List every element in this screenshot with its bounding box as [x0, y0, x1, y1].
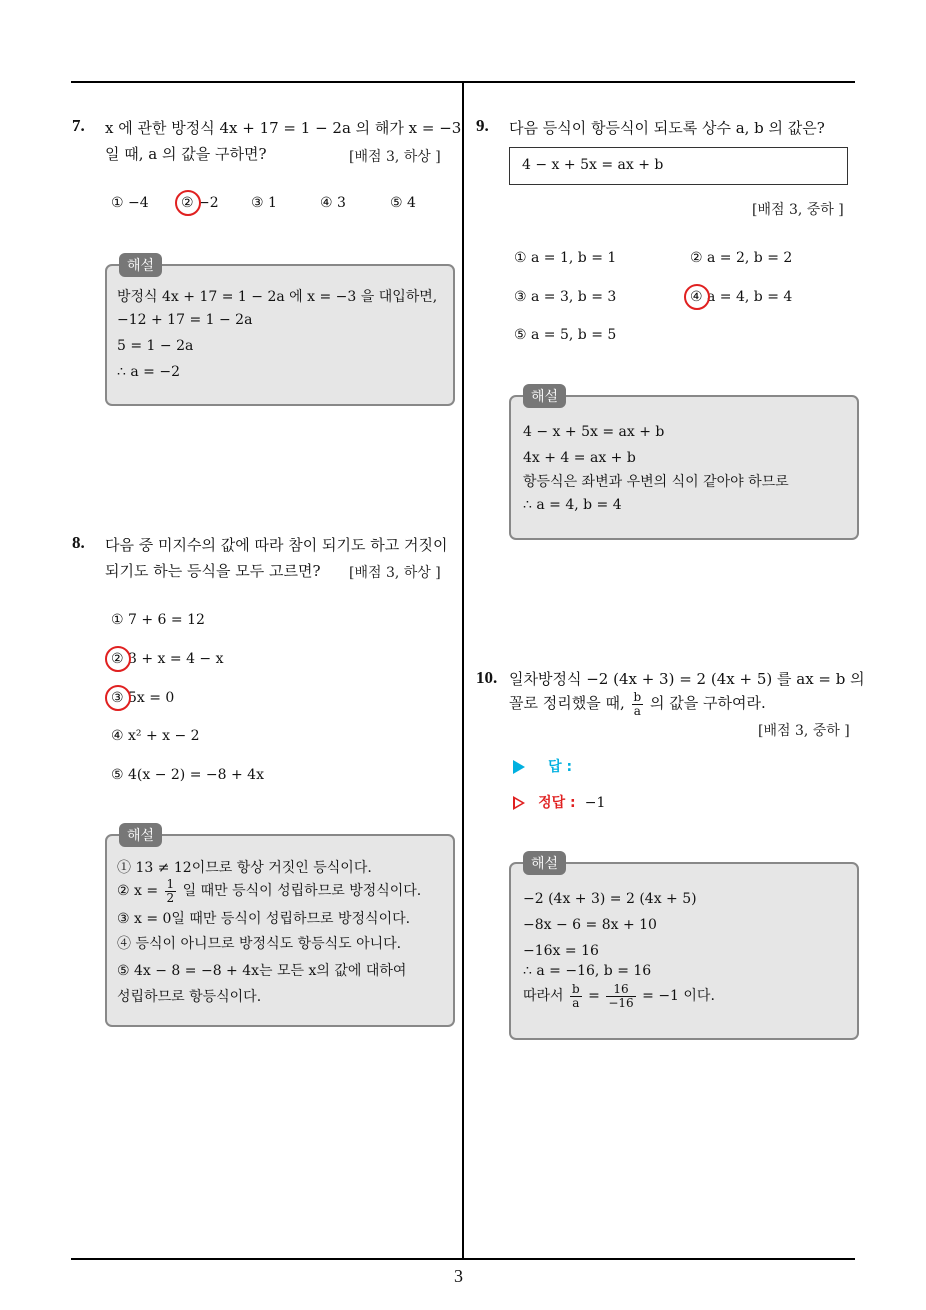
solution-line: ③ x = 0일 때만 등식이 성립하므로 방정식이다.: [117, 911, 411, 927]
solution-text: = −1 이다.: [642, 988, 715, 1004]
solution-line: ∴ a = −16, b = 16: [523, 963, 652, 979]
question-number: 9.: [476, 116, 489, 135]
equation-text: 4 − x + 5x = ax + b: [522, 157, 664, 173]
solution-box: [509, 395, 859, 540]
question-number: 10.: [476, 668, 498, 687]
choice-3[interactable]: ③ a = 3, b = 3: [514, 289, 617, 305]
choice-5[interactable]: ⑤ 4: [390, 195, 416, 211]
question-text-line: [509, 688, 766, 718]
question-text-line: x 에 관한 방정식 4x + 17 = 1 − 2a 의 해가 x = −3: [105, 119, 462, 137]
correct-answer-value: −1: [584, 795, 606, 811]
solution-label: 해설: [523, 384, 566, 408]
score-level: [배점 3, 중하 ]: [752, 202, 844, 218]
fraction: $\frac{1}{2}$: [166, 876, 175, 905]
solution-line: 항등식은 좌변과 우변의 식이 같아야 하므로: [523, 474, 789, 490]
choice-4[interactable]: ④ 3: [320, 195, 346, 211]
solution-line: 성립하므로 항등식이다.: [117, 989, 262, 1005]
solution-line: ∴ a = 4, b = 4: [523, 497, 622, 513]
column-divider: [462, 82, 464, 1259]
answer-circle-mark: [105, 685, 131, 711]
fraction: $\frac{b}{a}$: [633, 689, 642, 718]
score-level: [배점 3, 하상 ]: [349, 149, 441, 165]
choice-1[interactable]: ① −4: [111, 195, 149, 211]
score-level: [배점 3, 중하 ]: [758, 723, 850, 739]
choice-2[interactable]: ② −2: [181, 195, 219, 211]
question-text: 의 값을 구하여라.: [650, 694, 766, 712]
solution-label: 해설: [523, 851, 566, 875]
choice-3[interactable]: ③ 5x = 0: [111, 690, 175, 706]
choice-4[interactable]: ④ a = 4, b = 4: [690, 289, 793, 305]
solution-line: [523, 978, 715, 1014]
solution-line: −2 (4x + 3) = 2 (4x + 5): [523, 891, 697, 907]
solution-line: 4x + 4 = ax + b: [523, 450, 636, 466]
solution-label: 해설: [119, 253, 162, 277]
question-text-line: 일차방정식 −2 (4x + 3) = 2 (4x + 5) 를 ax = b 의: [509, 670, 865, 688]
question-text-line: 일 때, a 의 값을 구하면?: [105, 145, 267, 163]
score-level: [배점 3, 하상 ]: [349, 565, 441, 581]
choice-2[interactable]: ② a = 2, b = 2: [690, 250, 793, 266]
correct-answer-label: 정답 :: [538, 795, 576, 811]
choice-5[interactable]: ⑤ 4(x − 2) = −8 + 4x: [111, 767, 264, 783]
solution-line: [117, 876, 421, 906]
solution-line: −16x = 16: [523, 943, 599, 959]
choice-4[interactable]: ④ x² + x − 2: [111, 728, 200, 744]
solution-line: 방정식 4x + 17 = 1 − 2a 에 x = −3 을 대입하면,: [117, 289, 438, 305]
question-number: 8.: [72, 533, 85, 552]
question-number: 7.: [72, 116, 85, 135]
answer-circle-mark: [175, 190, 201, 216]
solution-line: −8x − 6 = 8x + 10: [523, 917, 657, 933]
solution-text: 일 때만 등식이 성립하므로 방정식이다.: [182, 883, 422, 899]
answer-label[interactable]: 답 :: [548, 759, 573, 775]
solution-text: =: [588, 988, 600, 1004]
question-text-line: 되기도 하는 등식을 모두 고르면?: [105, 562, 321, 580]
correct-answer-row: [513, 792, 605, 812]
solution-line: ∴ a = −2: [117, 364, 180, 380]
question-text-line: 다음 중 미지수의 값에 따라 참이 되기도 하고 거짓이: [105, 536, 448, 554]
page-number: 3: [454, 1266, 463, 1286]
solution-label: 해설: [119, 823, 162, 847]
solution-line: 5 = 1 − 2a: [117, 338, 194, 354]
fraction: $\frac{b}{a}$: [572, 981, 580, 1010]
solution-text: ② x =: [117, 883, 159, 899]
choice-3[interactable]: ③ 1: [251, 195, 277, 211]
choice-1[interactable]: ① 7 + 6 = 12: [111, 612, 205, 628]
solution-text: 따라서: [523, 988, 564, 1004]
fraction: $\frac{16}{-16}$: [608, 981, 634, 1010]
answer-row: [513, 756, 572, 776]
question-text-line: 다음 등식이 항등식이 되도록 상수 a, b 의 값은?: [509, 119, 825, 137]
solution-line: −12 + 17 = 1 − 2a: [117, 312, 253, 328]
choice-2[interactable]: ② 3 + x = 4 − x: [111, 651, 224, 667]
outline-arrow-icon: [513, 796, 525, 810]
choice-5[interactable]: ⑤ a = 5, b = 5: [514, 327, 617, 343]
play-arrow-icon: [513, 760, 525, 774]
answer-circle-mark: [105, 646, 131, 672]
solution-line: ① 13 ≠ 12이므로 항상 거짓인 등식이다.: [117, 860, 372, 876]
bottom-rule: [71, 1258, 855, 1260]
choice-1[interactable]: ① a = 1, b = 1: [514, 250, 617, 266]
solution-line: ⑤ 4x − 8 = −8 + 4x는 모든 x의 값에 대하여: [117, 963, 407, 979]
equation-box: [509, 147, 848, 185]
solution-line: 4 − x + 5x = ax + b: [523, 424, 665, 440]
solution-line: ④ 등식이 아니므로 방정식도 항등식도 아니다.: [117, 936, 402, 952]
answer-circle-mark: [684, 284, 710, 310]
question-text: 꼴로 정리했을 때,: [509, 694, 625, 712]
